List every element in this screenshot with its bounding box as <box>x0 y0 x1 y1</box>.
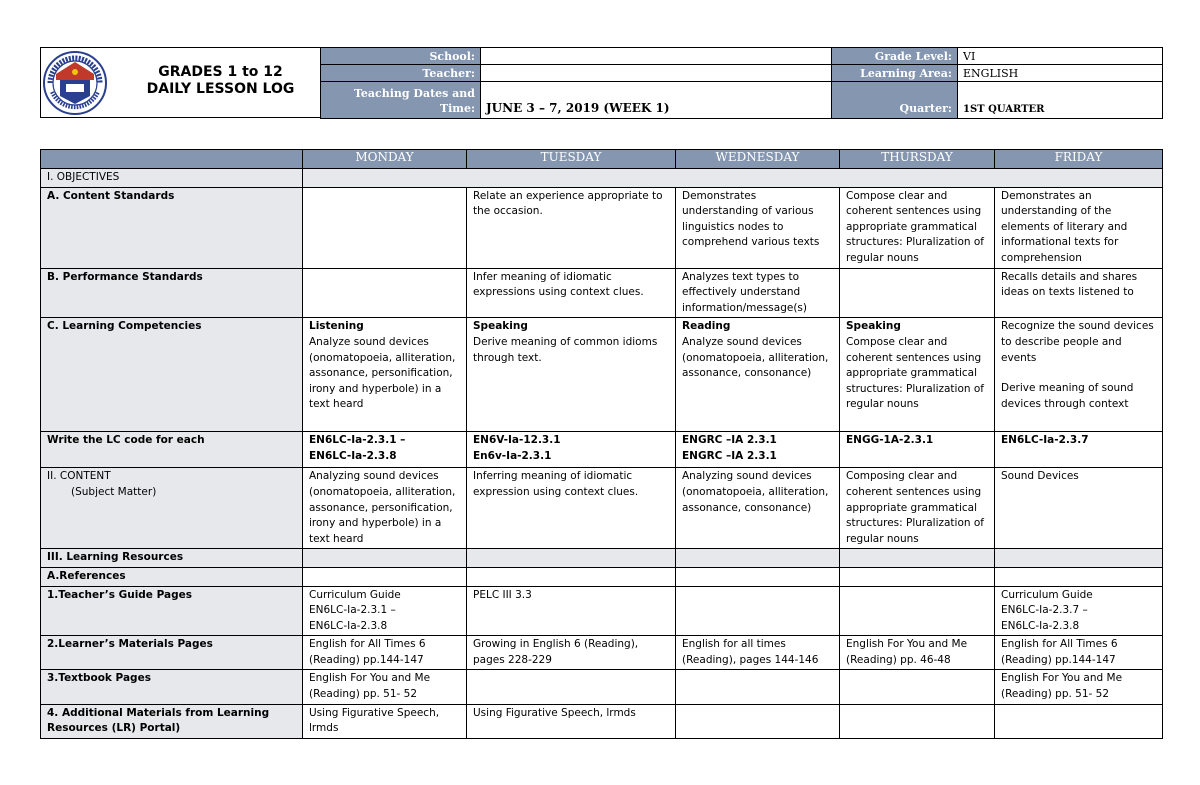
school-label: School: <box>321 48 481 65</box>
content-standards-friday[interactable]: Demonstrates an understanding of the elements of literary and informational texts for comprehension <box>995 187 1163 268</box>
additional-materials-row <box>41 704 1163 738</box>
day-header-thursday: THURSDAY <box>840 150 995 169</box>
competency-skill-wednesday: Reading <box>682 320 731 333</box>
competency-skill-tuesday: Speaking <box>473 320 528 333</box>
content-standards-wednesday[interactable]: Demonstrates understanding of various linguistics nodes to comprehend various texts <box>676 187 840 268</box>
textbook-pages-wednesday[interactable] <box>676 670 840 704</box>
competencies-thursday[interactable] <box>840 318 995 432</box>
day-header-tuesday: TUESDAY <box>467 150 676 169</box>
teachers-guide-wednesday[interactable] <box>676 586 840 636</box>
content-tuesday[interactable]: Inferring meaning of idiomatic expression using context clues. <box>467 468 676 549</box>
content-row <box>41 468 1163 549</box>
header-info-grid <box>320 47 1163 119</box>
lc-code-label: Write the LC code for each <box>41 432 303 468</box>
performance-standards-thursday[interactable] <box>840 268 995 318</box>
teaching-dates-label: Teaching Dates and Time: <box>321 82 481 119</box>
grade-level-label: Grade Level: <box>832 48 958 65</box>
title-line-1: GRADES 1 to 12 <box>158 64 283 80</box>
textbook-pages-friday[interactable]: English For You and Me (Reading) pp. 51- 52 <box>995 670 1163 704</box>
competency-text-friday-1: Recognize the sound devices to describe people and events <box>1001 320 1154 364</box>
teacher-field[interactable] <box>481 65 832 82</box>
objectives-span <box>303 169 1163 188</box>
competency-text-thursday: Compose clear and coherent sentences using appropriate grammatical structures: Pluralization of regular nouns <box>846 335 985 411</box>
document-title <box>118 64 323 98</box>
day-header-row <box>41 150 1163 169</box>
teachers-guide-friday[interactable] <box>995 586 1163 636</box>
performance-standards-monday[interactable] <box>303 268 467 318</box>
teachers-guide-friday-1: Curriculum Guide <box>1001 588 1093 601</box>
additional-materials-label: 4. Additional Materials from Learning Resources (LR) Portal) <box>41 704 303 738</box>
textbook-pages-label: 3.Textbook Pages <box>41 670 303 704</box>
performance-standards-tuesday[interactable]: Infer meaning of idiomatic expressions using context clues. <box>467 268 676 318</box>
competency-skill-monday: Listening <box>309 320 364 333</box>
competencies-wednesday[interactable] <box>676 318 840 432</box>
performance-standards-wednesday[interactable]: Analyzes text types to effectively understand information/message(s) <box>676 268 840 318</box>
content-wednesday[interactable]: Analyzing sound devices (onomatopoeia, alliteration, assonance, consonance) <box>676 468 840 549</box>
lc-code-tuesday-1: EN6V-Ia-12.3.1 <box>473 434 561 447</box>
lc-code-monday-1: EN6LC-Ia-2.3.1 – <box>309 434 406 447</box>
learners-materials-monday[interactable]: English for All Times 6 (Reading) pp.144-147 <box>303 636 467 670</box>
content-monday[interactable]: Analyzing sound devices (onomatopoeia, alliteration, assonance, personification, irony and hyperbole) in a text heard <box>303 468 467 549</box>
competency-skill-thursday: Speaking <box>846 320 901 333</box>
learning-resources-label: III. Learning Resources <box>41 549 303 568</box>
teachers-guide-friday-2: EN6LC-Ia-2.3.7 – <box>1001 604 1088 617</box>
content-label: II. CONTENT <box>47 470 111 483</box>
learners-materials-thursday[interactable]: English For You and Me (Reading) pp. 46-48 <box>840 636 995 670</box>
teachers-guide-thursday[interactable] <box>840 586 995 636</box>
competency-text-friday-2: Derive meaning of sound devices through context <box>1001 382 1134 410</box>
lc-code-wednesday-2: ENGRC –IA 2.3.1 <box>682 449 777 462</box>
quarter-field[interactable]: 1ST QUARTER <box>958 82 1163 119</box>
content-sublabel: (Subject Matter) <box>71 485 157 498</box>
learning-resources-row <box>41 549 1163 568</box>
additional-materials-friday[interactable] <box>995 704 1163 738</box>
teachers-guide-monday-1: Curriculum Guide <box>309 588 401 601</box>
learning-area-label: Learning Area: <box>832 65 958 82</box>
day-header-monday: MONDAY <box>303 150 467 169</box>
lc-code-row <box>41 432 1163 468</box>
additional-materials-tuesday[interactable]: Using Figurative Speech, lrmds <box>467 704 676 738</box>
competencies-tuesday[interactable] <box>467 318 676 432</box>
lc-code-wednesday[interactable] <box>676 432 840 468</box>
learners-materials-row <box>41 636 1163 670</box>
lc-code-friday[interactable]: EN6LC-Ia-2.3.7 <box>995 432 1163 468</box>
teacher-label: Teacher: <box>321 65 481 82</box>
performance-standards-friday[interactable]: Recalls details and shares ideas on texts listened to <box>995 268 1163 318</box>
competencies-friday[interactable] <box>995 318 1163 432</box>
learners-materials-tuesday[interactable]: Growing in English 6 (Reading), pages 228-229 <box>467 636 676 670</box>
lc-code-wednesday-1: ENGRC –IA 2.3.1 <box>682 434 777 447</box>
references-row <box>41 567 1163 586</box>
competency-text-wednesday: Analyze sound devices (onomatopoeia, alliteration, assonance, consonance) <box>682 335 829 380</box>
competencies-monday[interactable] <box>303 318 467 432</box>
performance-standards-label: B. Performance Standards <box>41 268 303 318</box>
deped-seal-icon <box>42 50 108 116</box>
textbook-pages-monday[interactable]: English For You and Me (Reading) pp. 51- 52 <box>303 670 467 704</box>
title-line-2: DAILY LESSON LOG <box>146 81 295 97</box>
textbook-pages-thursday[interactable] <box>840 670 995 704</box>
content-standards-label: A. Content Standards <box>41 187 303 268</box>
learning-competencies-row <box>41 318 1163 432</box>
content-thursday[interactable]: Composing clear and coherent sentences using appropriate grammatical structures: Pluralization of regular nouns <box>840 468 995 549</box>
teaching-dates-field[interactable]: JUNE 3 – 7, 2019 (WEEK 1) <box>481 82 832 119</box>
lc-code-thursday[interactable]: ENGG-1A-2.3.1 <box>840 432 995 468</box>
competency-text-tuesday: Derive meaning of common idioms through text. <box>473 335 658 364</box>
teachers-guide-friday-3: EN6LC-Ia-2.3.8 <box>1001 619 1080 632</box>
additional-materials-wednesday[interactable] <box>676 704 840 738</box>
learners-materials-friday[interactable]: English for All Times 6 (Reading) pp.144-147 <box>995 636 1163 670</box>
teachers-guide-monday[interactable] <box>303 586 467 636</box>
textbook-pages-tuesday[interactable] <box>467 670 676 704</box>
content-standards-tuesday[interactable]: Relate an experience appropriate to the occasion. <box>467 187 676 268</box>
lc-code-tuesday-2: En6v-Ia-2.3.1 <box>473 449 552 462</box>
learning-competencies-label: C. Learning Competencies <box>41 318 303 432</box>
teachers-guide-label: 1.Teacher’s Guide Pages <box>41 586 303 636</box>
learners-materials-label: 2.Learner’s Materials Pages <box>41 636 303 670</box>
additional-materials-thursday[interactable] <box>840 704 995 738</box>
lc-code-tuesday[interactable] <box>467 432 676 468</box>
teachers-guide-monday-3: EN6LC-Ia-2.3.8 <box>309 619 388 632</box>
quarter-label: Quarter: <box>832 82 958 119</box>
lc-code-monday[interactable] <box>303 432 467 468</box>
learning-area-field[interactable]: ENGLISH <box>958 65 1163 82</box>
performance-standards-row <box>41 268 1163 318</box>
textbook-pages-row <box>41 670 1163 704</box>
references-label: A.References <box>41 567 303 586</box>
content-standards-row <box>41 187 1163 268</box>
additional-materials-monday[interactable]: Using Figurative Speech, lrmds <box>303 704 467 738</box>
content-standards-thursday[interactable]: Compose clear and coherent sentences using appropriate grammatical structures: Pluralization of regular nouns <box>840 187 995 268</box>
objectives-label: I. OBJECTIVES <box>41 169 303 188</box>
teachers-guide-tuesday[interactable]: PELC III 3.3 <box>467 586 676 636</box>
objectives-row <box>41 169 1163 188</box>
learners-materials-wednesday[interactable]: English for all times (Reading), pages 144-146 <box>676 636 840 670</box>
content-label-cell <box>41 468 303 549</box>
school-field[interactable] <box>481 48 832 65</box>
day-header-friday: FRIDAY <box>995 150 1163 169</box>
day-header-wednesday: WEDNESDAY <box>676 150 840 169</box>
teachers-guide-monday-2: EN6LC-Ia-2.3.1 – <box>309 604 396 617</box>
content-friday[interactable]: Sound Devices <box>995 468 1163 549</box>
competency-text-monday: Analyze sound devices (onomatopoeia, alliteration, assonance, personification, irony and hyperbole) in a text heard <box>309 335 456 411</box>
lesson-log-table <box>40 149 1163 739</box>
teachers-guide-row <box>41 586 1163 636</box>
content-standards-monday[interactable] <box>303 187 467 268</box>
grade-level-field[interactable]: VI <box>958 48 1163 65</box>
header-corner <box>41 150 303 169</box>
lc-code-monday-2: EN6LC-Ia-2.3.8 <box>309 449 397 462</box>
